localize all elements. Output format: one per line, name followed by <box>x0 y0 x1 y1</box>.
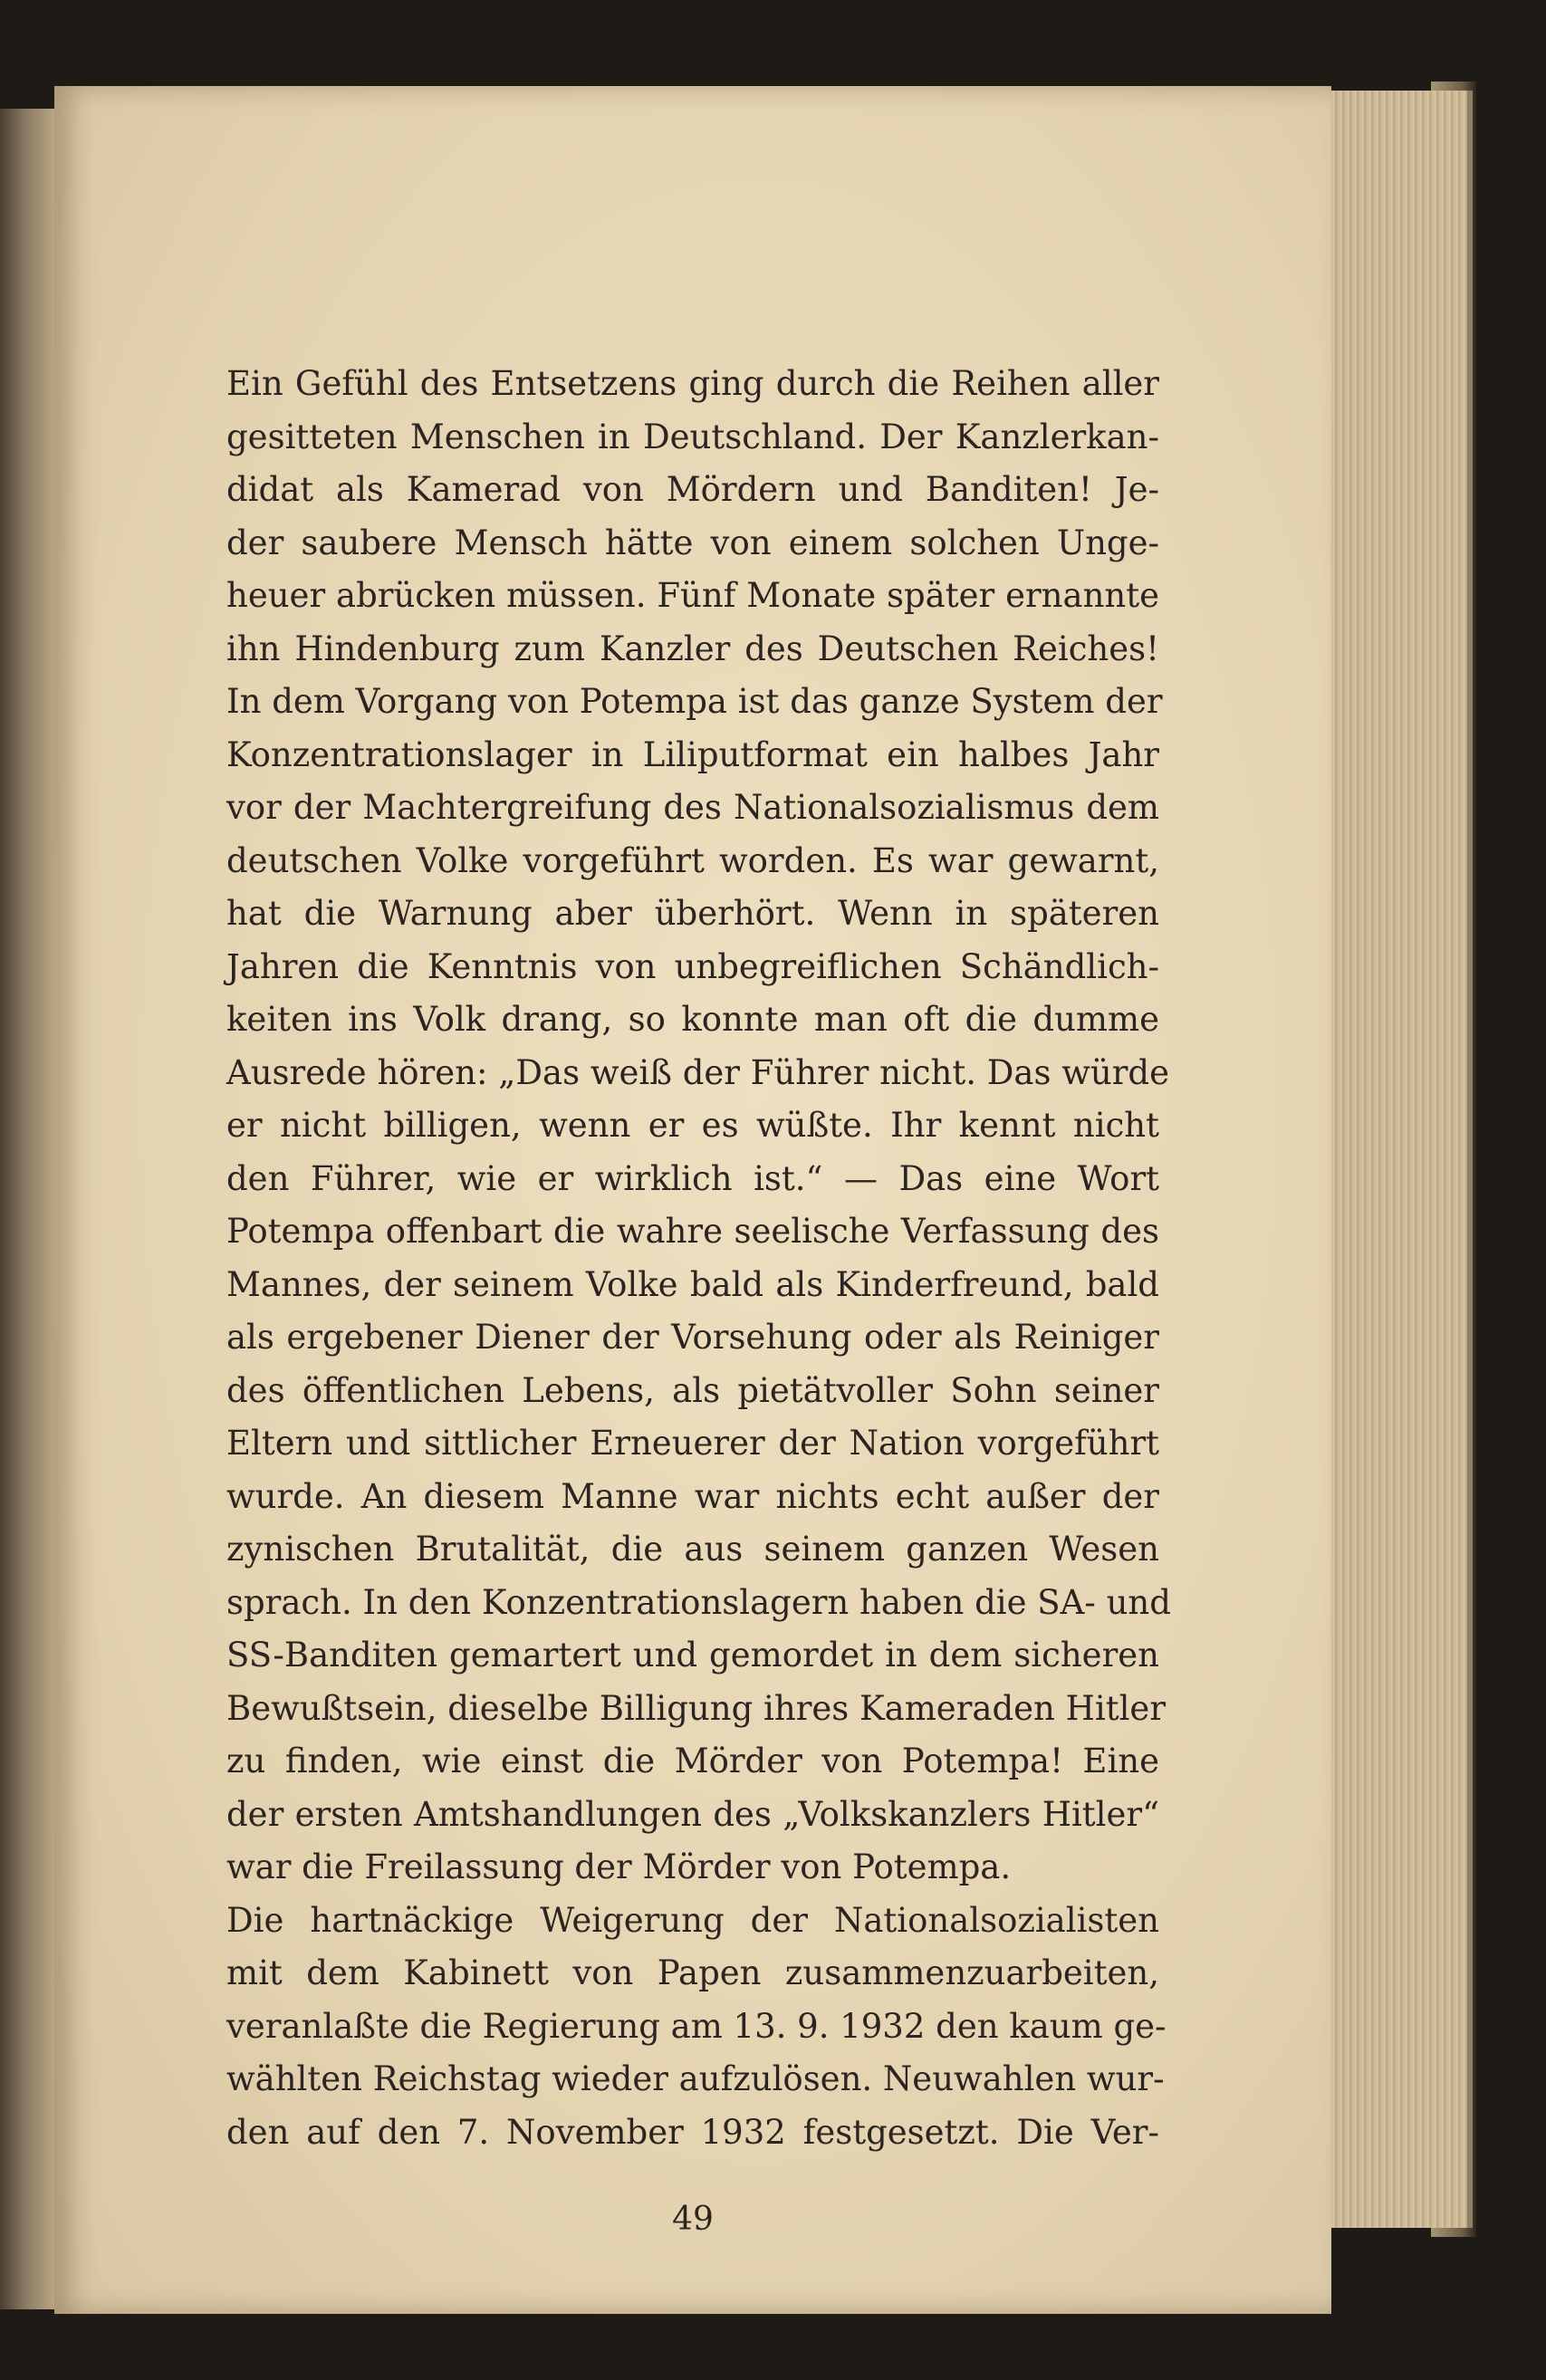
text-line: Die hartnäckige Weigerung der Nationalsozialisten <box>226 1900 1159 1940</box>
text-line: Mannes, der seinem Volke bald als Kinderfreund, bald <box>226 1264 1159 1304</box>
book-page <box>54 86 1331 2314</box>
text-line: zu finden, wie einst die Mörder von Potempa! Eine <box>226 1742 1159 1780</box>
text-line: mit dem Kabinett von Papen zusammenzuarbeiten, <box>226 1953 1159 1992</box>
text-line: wählten Reichstag wieder aufzulösen. Neuwahlen wur- <box>226 2059 1165 2098</box>
text-line: Potempa offenbart die wahre seelische Verfassung des <box>226 1212 1159 1251</box>
text-line: des öffentlichen Lebens, als pietätvoller Sohn seiner <box>226 1370 1159 1410</box>
text-line: Ein Gefühl des Entsetzens ging durch die Reihen aller <box>226 364 1159 403</box>
text-line: gesitteten Menschen in Deutschland. Der Kanzlerkan- <box>226 417 1159 456</box>
text-line: den Führer, wie er wirklich ist.“ — Das eine Wort <box>226 1158 1159 1198</box>
text-line: Bewußtsein, dieselbe Billigung ihres Kameraden Hitler <box>226 1688 1167 1728</box>
text-line: zynischen Brutalität, die aus seinem ganzen Wesen <box>226 1530 1159 1569</box>
text-line: Konzentrationslager in Liliputformat ein halbes Jahr <box>226 734 1159 774</box>
text-line: der saubere Mensch hätte von einem solchen Unge- <box>226 523 1159 562</box>
text-line: deutschen Volke vorgeführt worden. Es war gewarnt, <box>226 840 1159 880</box>
body-text <box>226 358 1171 2159</box>
text-line: SS-Banditen gemartert und gemordet in dem sicheren <box>226 1636 1159 1675</box>
text-line: veranlaßte die Regierung am 13. 9. 1932 den kaum ge- <box>226 2006 1167 2046</box>
text-line: ihn Hindenburg zum Kanzler des Deutschen Reiches! <box>226 629 1159 668</box>
text-line: den auf den 7. November 1932 festgesetzt. Die Ver- <box>226 2112 1159 2152</box>
text-line: Jahren die Kenntnis von unbegreiflichen Schändlich- <box>226 946 1159 986</box>
text-line: er nicht billigen, wenn er es wüßte. Ihr kennt nicht <box>226 1106 1159 1145</box>
text-line: Eltern und sittlicher Erneuerer der Nation vorgeführt <box>226 1424 1159 1463</box>
text-line: hat die Warnung aber überhört. Wenn in späteren <box>226 894 1159 933</box>
text-line: war die Freilassung der Mörder von Potempa. <box>226 1847 1012 1886</box>
text-line: keiten ins Volk drang, so konnte man oft die dumme <box>226 1000 1159 1039</box>
text-line: Ausrede hören: „Das weiß der Führer nicht. Das würde <box>226 1052 1169 1092</box>
text-line: heuer abrücken müssen. Fünf Monate später ernannte <box>226 576 1159 615</box>
text-line: wurde. An diesem Manne war nichts echt außer der <box>226 1476 1159 1516</box>
text-line: vor der Machtergreifung des Nationalsozialismus dem <box>226 788 1159 827</box>
text-line: der ersten Amtshandlungen des „Volkskanzlers Hitler“ <box>226 1794 1159 1834</box>
page-number: 49 <box>672 2201 714 2238</box>
text-line: sprach. In den Konzentrationslagern haben die SA- und <box>226 1582 1171 1622</box>
text-line: als ergebener Diener der Vorsehung oder als Reiniger <box>226 1318 1159 1357</box>
text-line: didat als Kamerad von Mördern und Banditen! Je- <box>226 470 1159 509</box>
text-line: In dem Vorgang von Potempa ist das ganze System der <box>226 682 1163 721</box>
